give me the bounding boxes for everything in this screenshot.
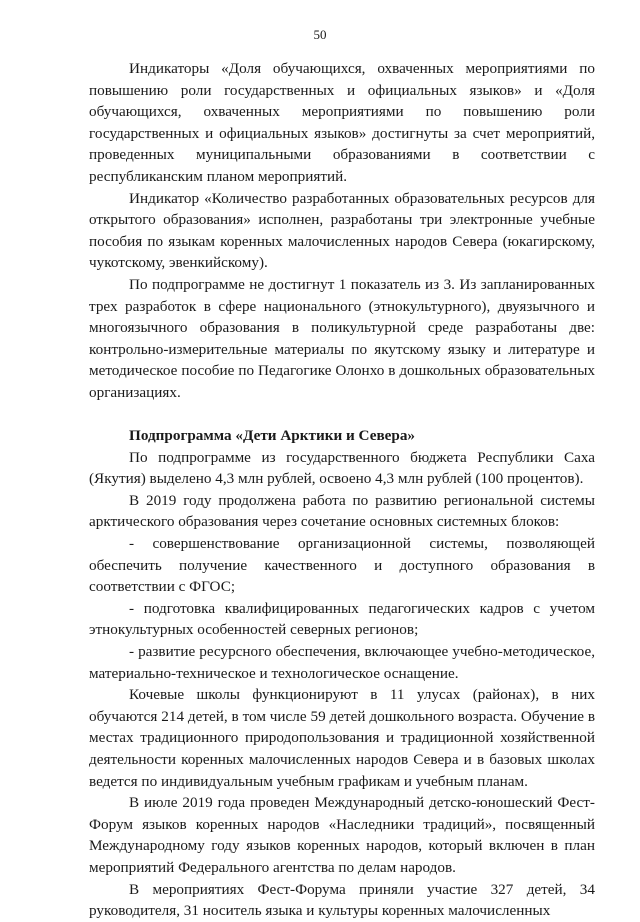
page-number: 50 [313, 27, 327, 42]
list-item: - совершенствование организационной системы, позволяющей обеспечить получение качественного и доступного образования в соответствии с ФГОС; [89, 535, 595, 596]
paragraph: В июле 2019 года проведен Международный детско-юношеский Фест-Форум языков коренных народов «Наследники традиций», посвященный Международному году языков коренных народов, который включен в план мероприятий Федерального агентства по делам народов. [89, 794, 595, 876]
paragraph: По подпрограмме из государственного бюджета Республики Саха (Якутия) выделено 4,3 млн рублей, освоено 4,3 млн рублей (100 процентов). [89, 448, 595, 488]
list-item: - подготовка квалифицированных педагогических кадров с учетом этнокультурных особенностей северных регионов; [89, 599, 595, 639]
paragraph: Индикаторы «Доля обучающихся, охваченных мероприятиями по повышению роли государственных и официальных языков» и «Доля обучающихся, охваченных мероприятиями по повышению роли государственных и официальных языков» достигнуты за счет мероприятий, проведенных муниципальными образованиями в соответствии с республиканским планом мероприятий. [89, 60, 595, 185]
list-item: - развитие ресурсного обеспечения, включающее учебно-методическое, материально-техническое и технологическое оснащение. [89, 643, 595, 682]
section-heading: Подпрограмма «Дети Арктики и Севера» [129, 427, 416, 445]
paragraph: Кочевые школы функционируют в 11 улусах (районах), в них обучаются 214 детей, в том числе 59 детей дошкольного возраста. Обучение в местах традиционного природопользования и традиционной хозяйственной деятельности коренных малочисленных народов Севера и в базовых школах ведется по индивидуальным учебным графикам и учебным планам. [89, 686, 595, 790]
paragraph: В мероприятиях Фест-Форума приняли участие 327 детей, 34 руководителя, 31 носитель языка и культуры коренных малочисленных [89, 880, 595, 920]
paragraph: Индикатор «Количество разработанных образовательных ресурсов для открытого образования» исполнен, разработаны три электронные учебные пособия по языкам коренных малочисленных народов Севера (юкагирскому, чукотскому, эвенкийскому). [89, 189, 595, 272]
paragraph: По подпрограмме не достигнут 1 показатель из 3. Из запланированных трех разработок в сфере национального (этнокультурного), двуязычного и многоязычного образования в поликультурной среде разработаны две: контрольно-измерительные материалы по якутскому языку и литературе и методическое пособие по Педагогике Олонхо в дошкольных образовательных организациях. [89, 275, 595, 401]
paragraph: В 2019 году продолжена работа по развитию региональной системы арктического образования через сочетание основных системных блоков: [89, 491, 595, 531]
document-body [89, 58, 595, 922]
